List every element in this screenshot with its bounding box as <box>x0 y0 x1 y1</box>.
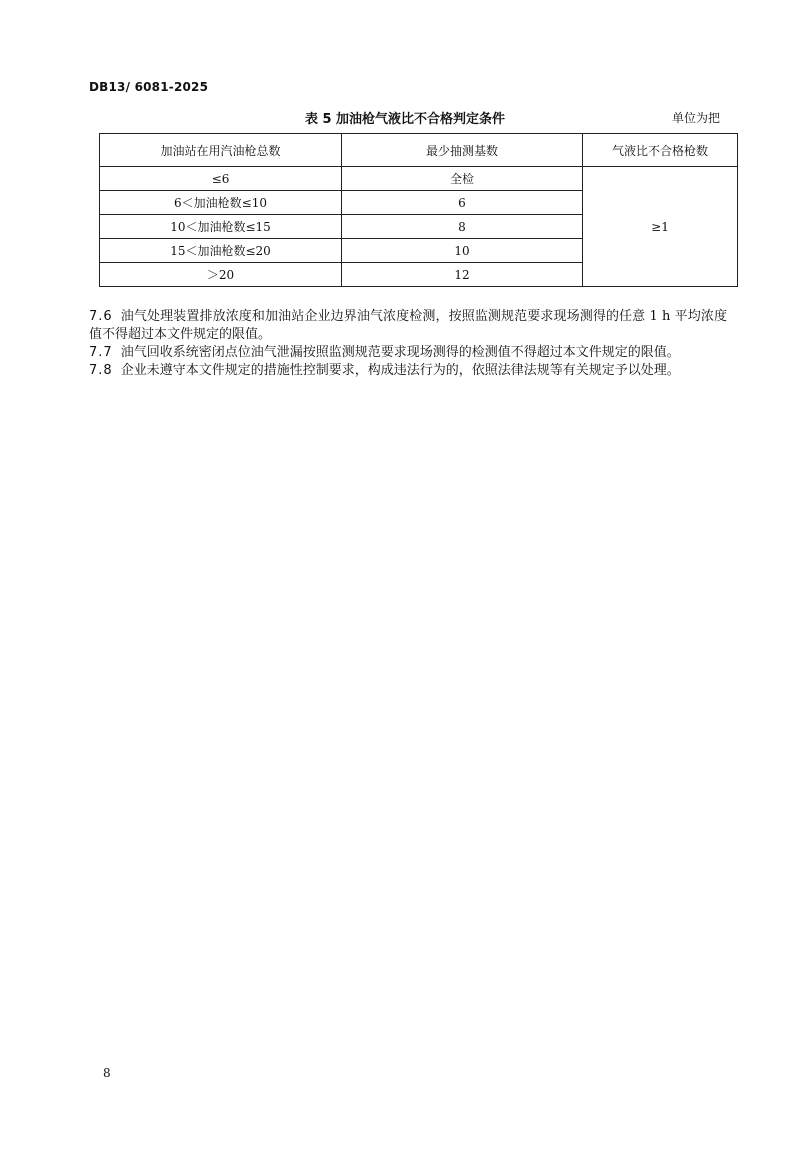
table-cell-total-guns: 10＜加油枪数≤15 <box>100 215 342 239</box>
table-unit-label: 单位为把 <box>672 111 721 125</box>
clause-text: 油气回收系统密闭点位油气泄漏按照监测规范要求现场测得的检测值不得超过本文件规定的限值。 <box>120 345 680 360</box>
clause-number: 7.7 <box>89 345 113 360</box>
judgement-table <box>99 133 738 287</box>
clause-text: 企业未遵守本文件规定的措施性控制要求，构成违法行为的，依照法律法规等有关规定予以处理。 <box>120 363 680 378</box>
page-number: 8 <box>103 1066 111 1080</box>
clause-number: 7.8 <box>89 363 113 378</box>
clause-text: 油气处理装置排放浓度和加油站企业边界油气浓度检测，按照监测规范要求现场测得的任意 1 h 平均浓度值不得超过本文件规定的限值。 <box>89 309 727 342</box>
table-cell-total-guns: 15＜加油枪数≤20 <box>100 239 342 263</box>
clause-paragraphs <box>89 308 727 380</box>
table-cell-total-guns: ＞20 <box>100 263 342 287</box>
table-row <box>100 167 738 191</box>
document-code: DB13/ 6081-2025 <box>89 80 209 94</box>
clause-7-7 <box>89 344 727 362</box>
table-cell-total-guns: ≤6 <box>100 167 342 191</box>
table-cell-min-sample: 6 <box>342 191 583 215</box>
table-cell-min-sample: 8 <box>342 215 583 239</box>
table-cell-failed-guns-merged: ≥1 <box>583 167 738 287</box>
clause-7-6 <box>89 308 727 344</box>
table-cell-total-guns: 6＜加油枪数≤10 <box>100 191 342 215</box>
table-title: 表 5 加油枪气液比不合格判定条件 <box>304 112 506 127</box>
table-header-row <box>100 134 738 167</box>
table-cell-min-sample: 全检 <box>342 167 583 191</box>
column-header-total-guns: 加油站在用汽油枪总数 <box>100 134 342 167</box>
clause-7-8 <box>89 362 727 380</box>
column-header-min-sample: 最少抽测基数 <box>342 134 583 167</box>
column-header-failed-guns: 气液比不合格枪数 <box>583 134 738 167</box>
table-cell-min-sample: 10 <box>342 239 583 263</box>
clause-number: 7.6 <box>89 309 113 324</box>
table-cell-min-sample: 12 <box>342 263 583 287</box>
